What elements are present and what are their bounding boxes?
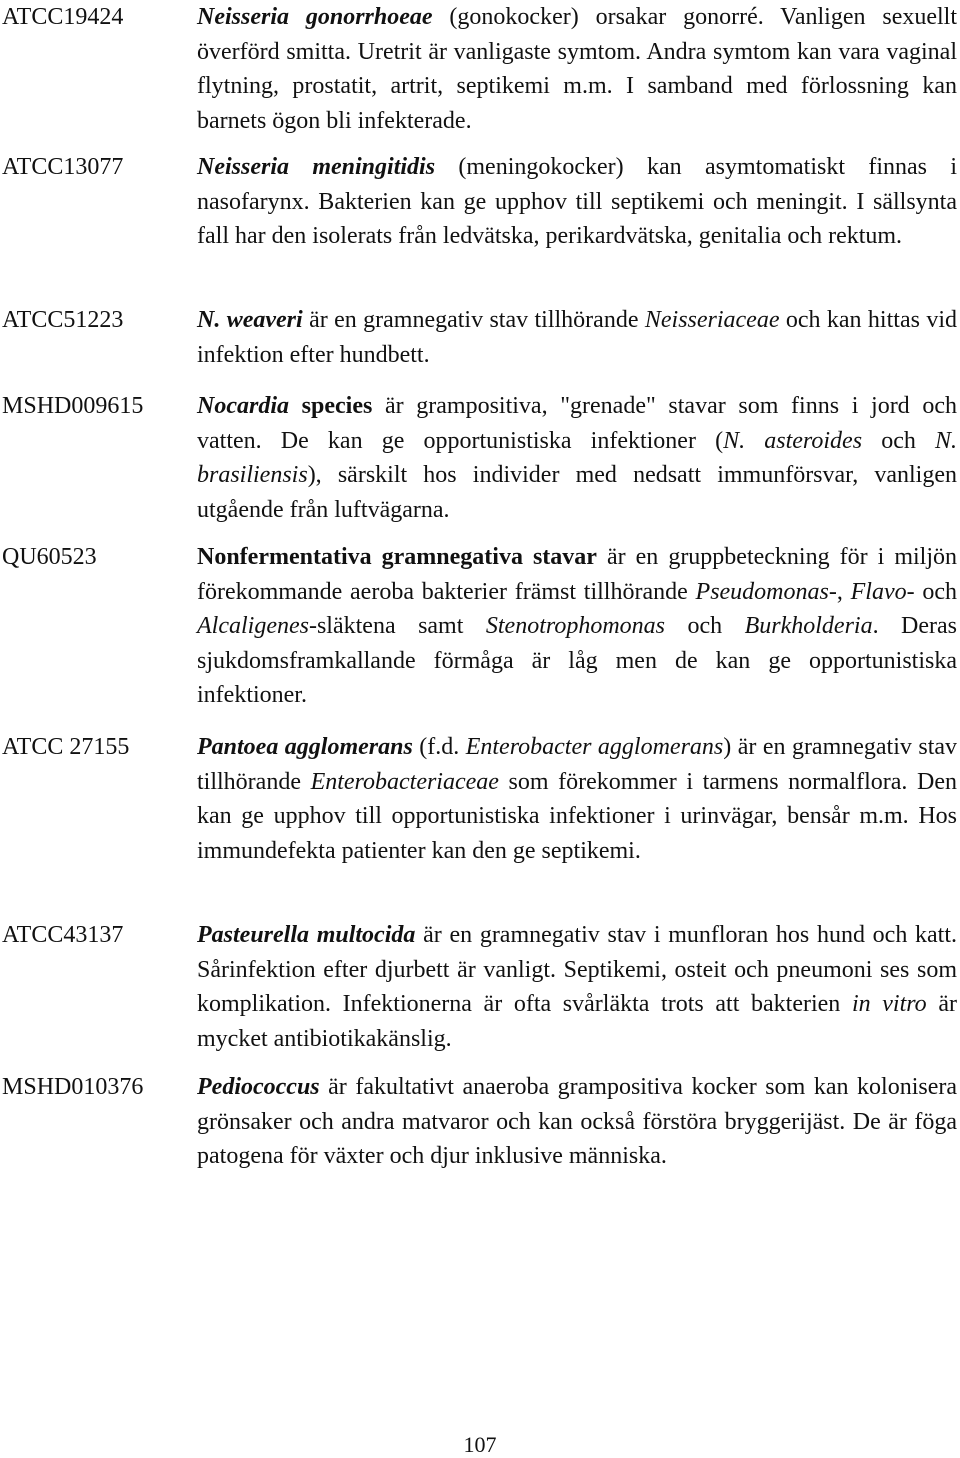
desc-text: och <box>862 427 935 454</box>
desc-text: ), särskilt hos individer med nedsatt immunförsvar, vanligen utgående från luftvägarna. <box>197 462 957 523</box>
desc-text: är fakultativt anaeroba grampositiva kocker som kan kolonisera grönsaker och andra matvaror och kan också förstöra bryggerijäst. De är föga patogena för växter och djur inklusive människa. <box>197 1074 957 1169</box>
desc-italic: Stenotrophomonas <box>485 613 665 639</box>
desc-text: som förekommer i tarmens normalflora. Den kan ge upphov till opportunistiska infektioner i urinvägar, bensår m.m. Hos immundefekta patienter kan den ge septikemi. <box>197 768 957 864</box>
entry-code: ATCC 27155 <box>2 734 130 760</box>
desc-italic: N. brasiliensis <box>197 427 958 488</box>
entry-description <box>197 0 957 138</box>
desc-italic: Enterobacter agglomerans <box>465 734 724 760</box>
entry-description <box>197 303 957 372</box>
entry-description <box>197 1070 957 1174</box>
species-name: Neisseria meningitidis <box>197 154 436 180</box>
desc-text: är mycket antibiotikakänslig. <box>197 991 957 1052</box>
entry-description <box>197 150 957 254</box>
desc-italic: N. asteroides <box>723 427 863 454</box>
species-name: N. weaveri <box>197 307 303 333</box>
entry-code: ATCC13077 <box>2 154 124 180</box>
desc-italic: Neisseriaceae <box>644 307 780 333</box>
desc-text: (f.d. <box>412 734 466 760</box>
species-name: Nocardia <box>197 393 289 419</box>
entry-code: MSHD010376 <box>2 1074 144 1100</box>
desc-text: (gonokocker) orsakar gonorré. Vanligen sexuellt överförd smitta. Uretrit är vanligaste symtom. Andra symtom kan vara vaginal flytning, prostatit, artrit, septikemi m.m. I samband med förlossning kan barnets ögon bli infekterade. <box>197 4 957 134</box>
entry-code: QU60523 <box>2 544 97 570</box>
species-name: Pediococcus <box>197 1074 320 1100</box>
desc-text: (meningokocker) kan asymtomatiskt finnas i nasofarynx. Bakterien kan ge upphov till septikemi och meningit. I sällsynta fall har den isolerats från ledvätska, perikardvätska, genitalia och rektum. <box>197 154 958 249</box>
entry-description <box>197 389 957 527</box>
desc-text: och <box>914 578 957 605</box>
desc-text: är grampositiva, "grenade" stavar som finns i jord och vatten. De kan ge opportunistiska infektioner ( <box>197 393 957 454</box>
desc-text: och kan hittas vid infektion efter hundbett. <box>197 307 957 368</box>
desc-text: är en gramnegativ stav i munfloran hos hund och katt. Sårinfektion efter djurbett är vanligt. Septikemi, osteit och pneumoni ses som komplikation. Infektionerna är ofta svårläkta trots att bakterien <box>197 922 958 1017</box>
species-name: Neisseria gonorrhoeae <box>197 4 433 30</box>
desc-text: och <box>664 613 745 639</box>
species-name: Pasteurella multocida <box>197 922 416 948</box>
entry-code: ATCC51223 <box>2 307 124 333</box>
entry-description <box>197 540 957 713</box>
species-suffix: species <box>289 393 373 419</box>
desc-text: är en gruppbeteckning för i miljön förekommande aeroba bakterier främst tillhörande <box>197 544 957 605</box>
entry-code: MSHD009615 <box>2 393 144 419</box>
desc-italic: Pseudomonas- <box>695 578 837 605</box>
entry-code: ATCC19424 <box>2 4 124 30</box>
desc-text: -släktena samt <box>308 613 486 639</box>
entry-description <box>197 730 957 868</box>
desc-italic: Enterobacteriaceae <box>310 768 499 795</box>
desc-text: . Deras sjukdomsframkallande förmåga är låg men de kan ge opportunistiska infektioner. <box>197 613 958 708</box>
desc-text: är en gramnegativ stav tillhörande <box>302 307 645 333</box>
entry-code: ATCC43137 <box>2 922 124 948</box>
desc-italic: in vitro <box>851 991 927 1017</box>
entry-description <box>197 918 957 1056</box>
desc-text: ) är en gramnegativ stav tillhörande <box>197 734 958 795</box>
species-name: Pantoea agglomerans <box>197 734 413 760</box>
desc-italic: Alcaligenes <box>197 613 309 639</box>
species-name: Nonfermentativa gramnegativa stavar <box>197 544 597 570</box>
page-number: 107 <box>463 1432 497 1457</box>
desc-italic: Burkholderia <box>744 613 873 639</box>
desc-text: , <box>836 578 851 605</box>
desc-italic: Flavo- <box>850 578 915 605</box>
